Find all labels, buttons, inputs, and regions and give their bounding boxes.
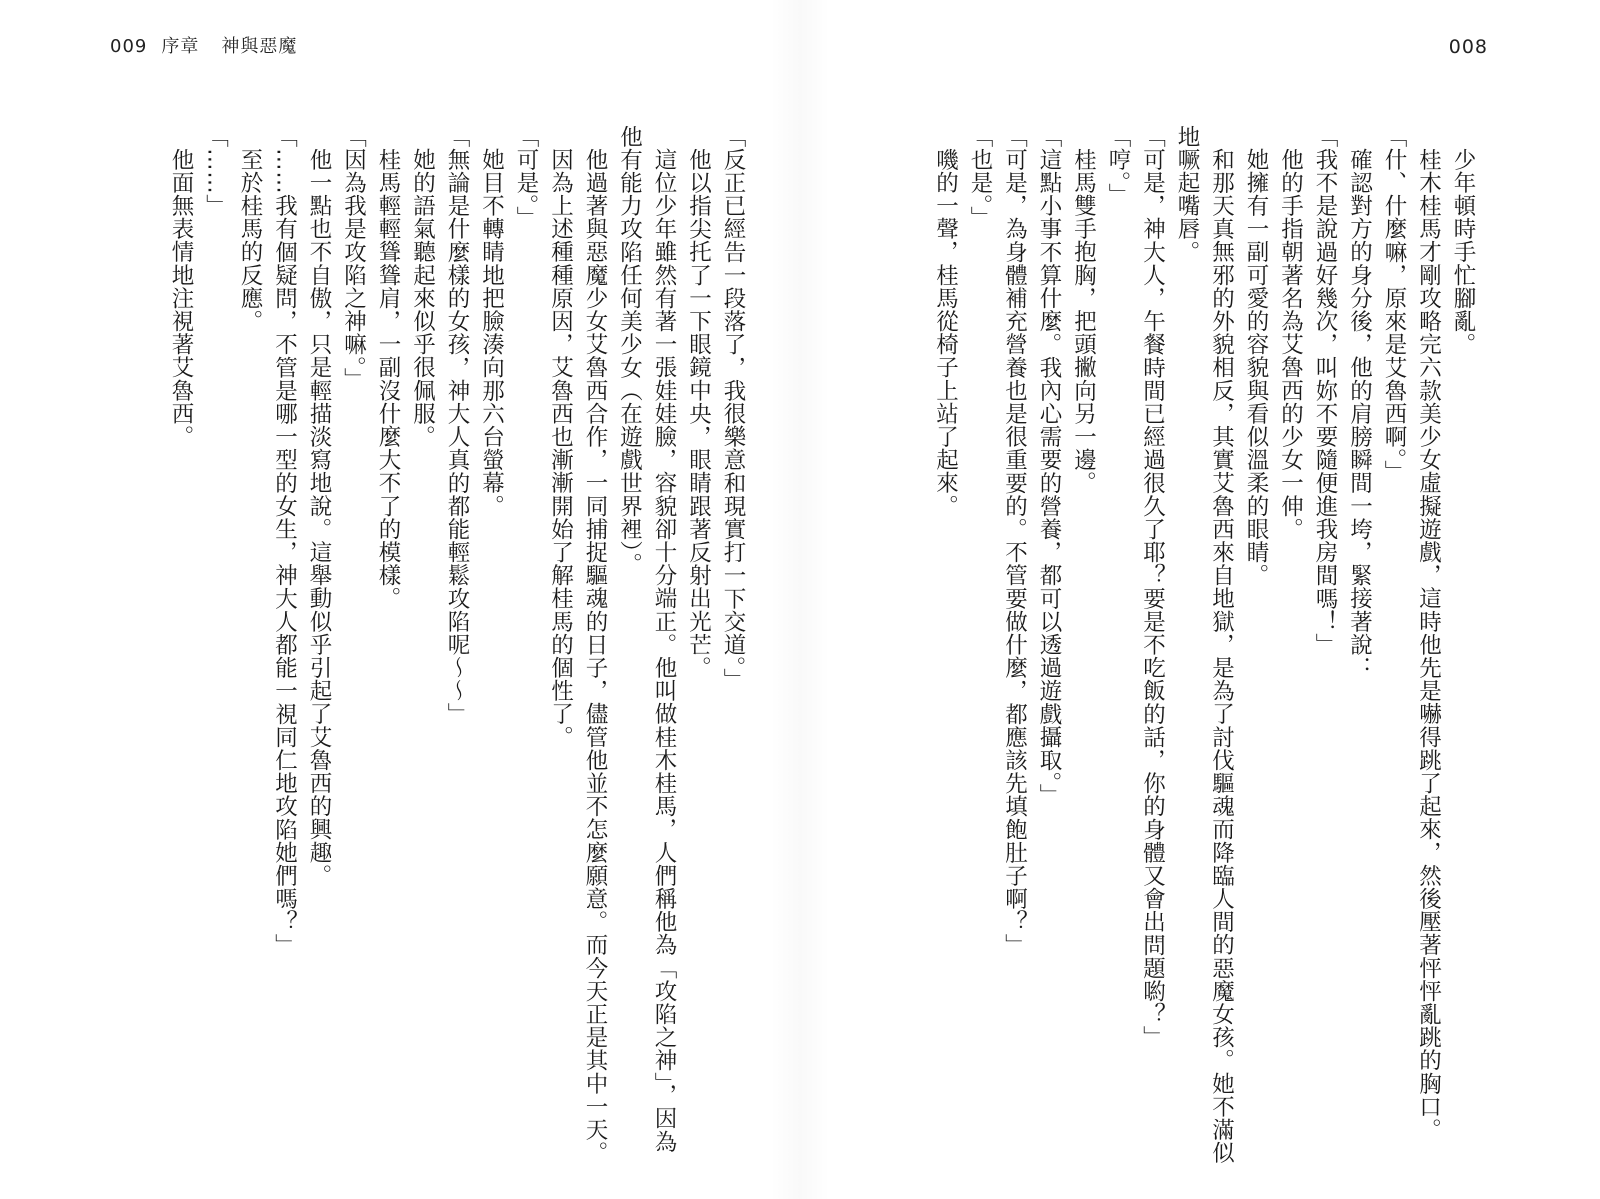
left-page-paragraph: 「因為我是攻陷之神嘛。」 — [340, 125, 367, 391]
right-page-paragraph: 「哼。」 — [1105, 125, 1131, 207]
left-page-paragraph: 「……我有個疑問，不管是哪一型的女生，神大人都能一視同仁地攻陷她們嗎？」 — [271, 125, 298, 957]
left-page-paragraph: 她的語氣聽起來似乎很佩服。 — [409, 147, 436, 448]
right-page-paragraph: 他的手指朝著名為艾魯西的少女一伸。 — [1277, 147, 1304, 541]
right-page-paragraph: 桂馬雙手抱胸，把頭撇向另一邊。 — [1070, 147, 1097, 494]
left-page-paragraph: 因為上述種種原因，艾魯西也漸漸開始了解桂馬的個性了。 — [547, 147, 574, 749]
right-page-paragraph: 「這點小事不算什麼。我內心需要的營養，都可以透過遊戲攝取。」 — [1036, 125, 1062, 807]
left-page-number: 009 — [110, 36, 148, 57]
left-page-header — [110, 32, 297, 58]
right-page-paragraph: 桂木桂馬才剛攻略完六款美少女虛擬遊戲，這時他先是嚇得跳了起來，然後壓著怦怦亂跳的胸口。 — [1415, 147, 1442, 1141]
left-page-text — [110, 125, 750, 1175]
left-page-paragraph: 他一點也不自傲，只是輕描淡寫地說。這舉動似乎引起了艾魯西的興趣。 — [306, 147, 332, 887]
right-page-paragraph: 她擁有一副可愛的容貌與看似溫柔的眼睛。 — [1243, 147, 1269, 587]
left-page-paragraph: 這位少年雖然有著一張娃娃臉，容貌卻十分端正。他叫做桂木桂馬，人們稱他為「攻陷之神」，因為他有能力攻陷任何美少女（在遊戲世界裡）。 — [616, 125, 677, 1153]
right-page-paragraph: 確認對方的身分後，他的肩膀瞬間一垮，緊接著說： — [1346, 147, 1373, 679]
left-page-paragraph: 桂馬輕輕聳聳肩，一副沒什麼大不了的模樣。 — [375, 147, 401, 610]
left-page-paragraph: 他過著與惡魔少女艾魯西合作，一同捕捉驅魂的日子，儘管他並不怎麼願意。而今天正是其中一天。 — [582, 147, 608, 1164]
right-page-number: 008 — [1448, 36, 1488, 58]
right-page-paragraph: 「也是。」 — [967, 125, 993, 230]
right-page-paragraph: 「什、什麼嘛，原來是艾魯西啊。」 — [1381, 125, 1407, 484]
right-page-text — [790, 125, 1480, 1175]
left-page-paragraph: 他以指尖托了一下眼鏡中央，眼睛跟著反射出光芒。 — [685, 147, 712, 679]
left-page-paragraph: 他面無表情地注視著艾魯西。 — [168, 147, 194, 448]
right-page-paragraph: 嘰的一聲，桂馬從椅子上站了起來。 — [932, 147, 959, 518]
chapter-label: 序章 — [161, 36, 200, 57]
right-page-paragraph: 「我不是說過好幾次，叫妳不要隨便進我房間嗎！」 — [1312, 125, 1338, 657]
chapter-title: 神與惡魔 — [221, 36, 298, 57]
left-page-paragraph: 「反正已經告一段落了，我很樂意和現實打一下交道。」 — [720, 125, 746, 692]
right-page-paragraph: 「可是，神大人，午餐時間已經過很久了耶？要是不吃飯的話，你的身體又會出問題喲？」 — [1139, 125, 1166, 1049]
left-page-paragraph: 「無論是什麼樣的女孩，神大人真的都能輕鬆攻陷呢～～」 — [444, 125, 470, 726]
left-page-paragraph: 至於桂馬的反應。 — [237, 147, 263, 333]
right-page-paragraph: 和那天真無邪的外貌相反，其實艾魯西來自地獄，是為了討伐驅魂而降臨人間的惡魔女孩。她不滿似地噘起嘴唇。 — [1174, 125, 1235, 1164]
left-page-paragraph: 「可是。」 — [513, 125, 539, 230]
right-page-paragraph: 「可是，為身體補充營養也是很重要的。不管要做什麼，都應該先填飽肚子啊？」 — [1001, 125, 1028, 957]
left-page-paragraph: 「……」 — [202, 125, 229, 218]
right-page-paragraph: 少年頓時手忙腳亂。 — [1450, 147, 1476, 356]
left-page-paragraph: 她目不轉睛地把臉湊向那六台螢幕。 — [478, 147, 505, 518]
